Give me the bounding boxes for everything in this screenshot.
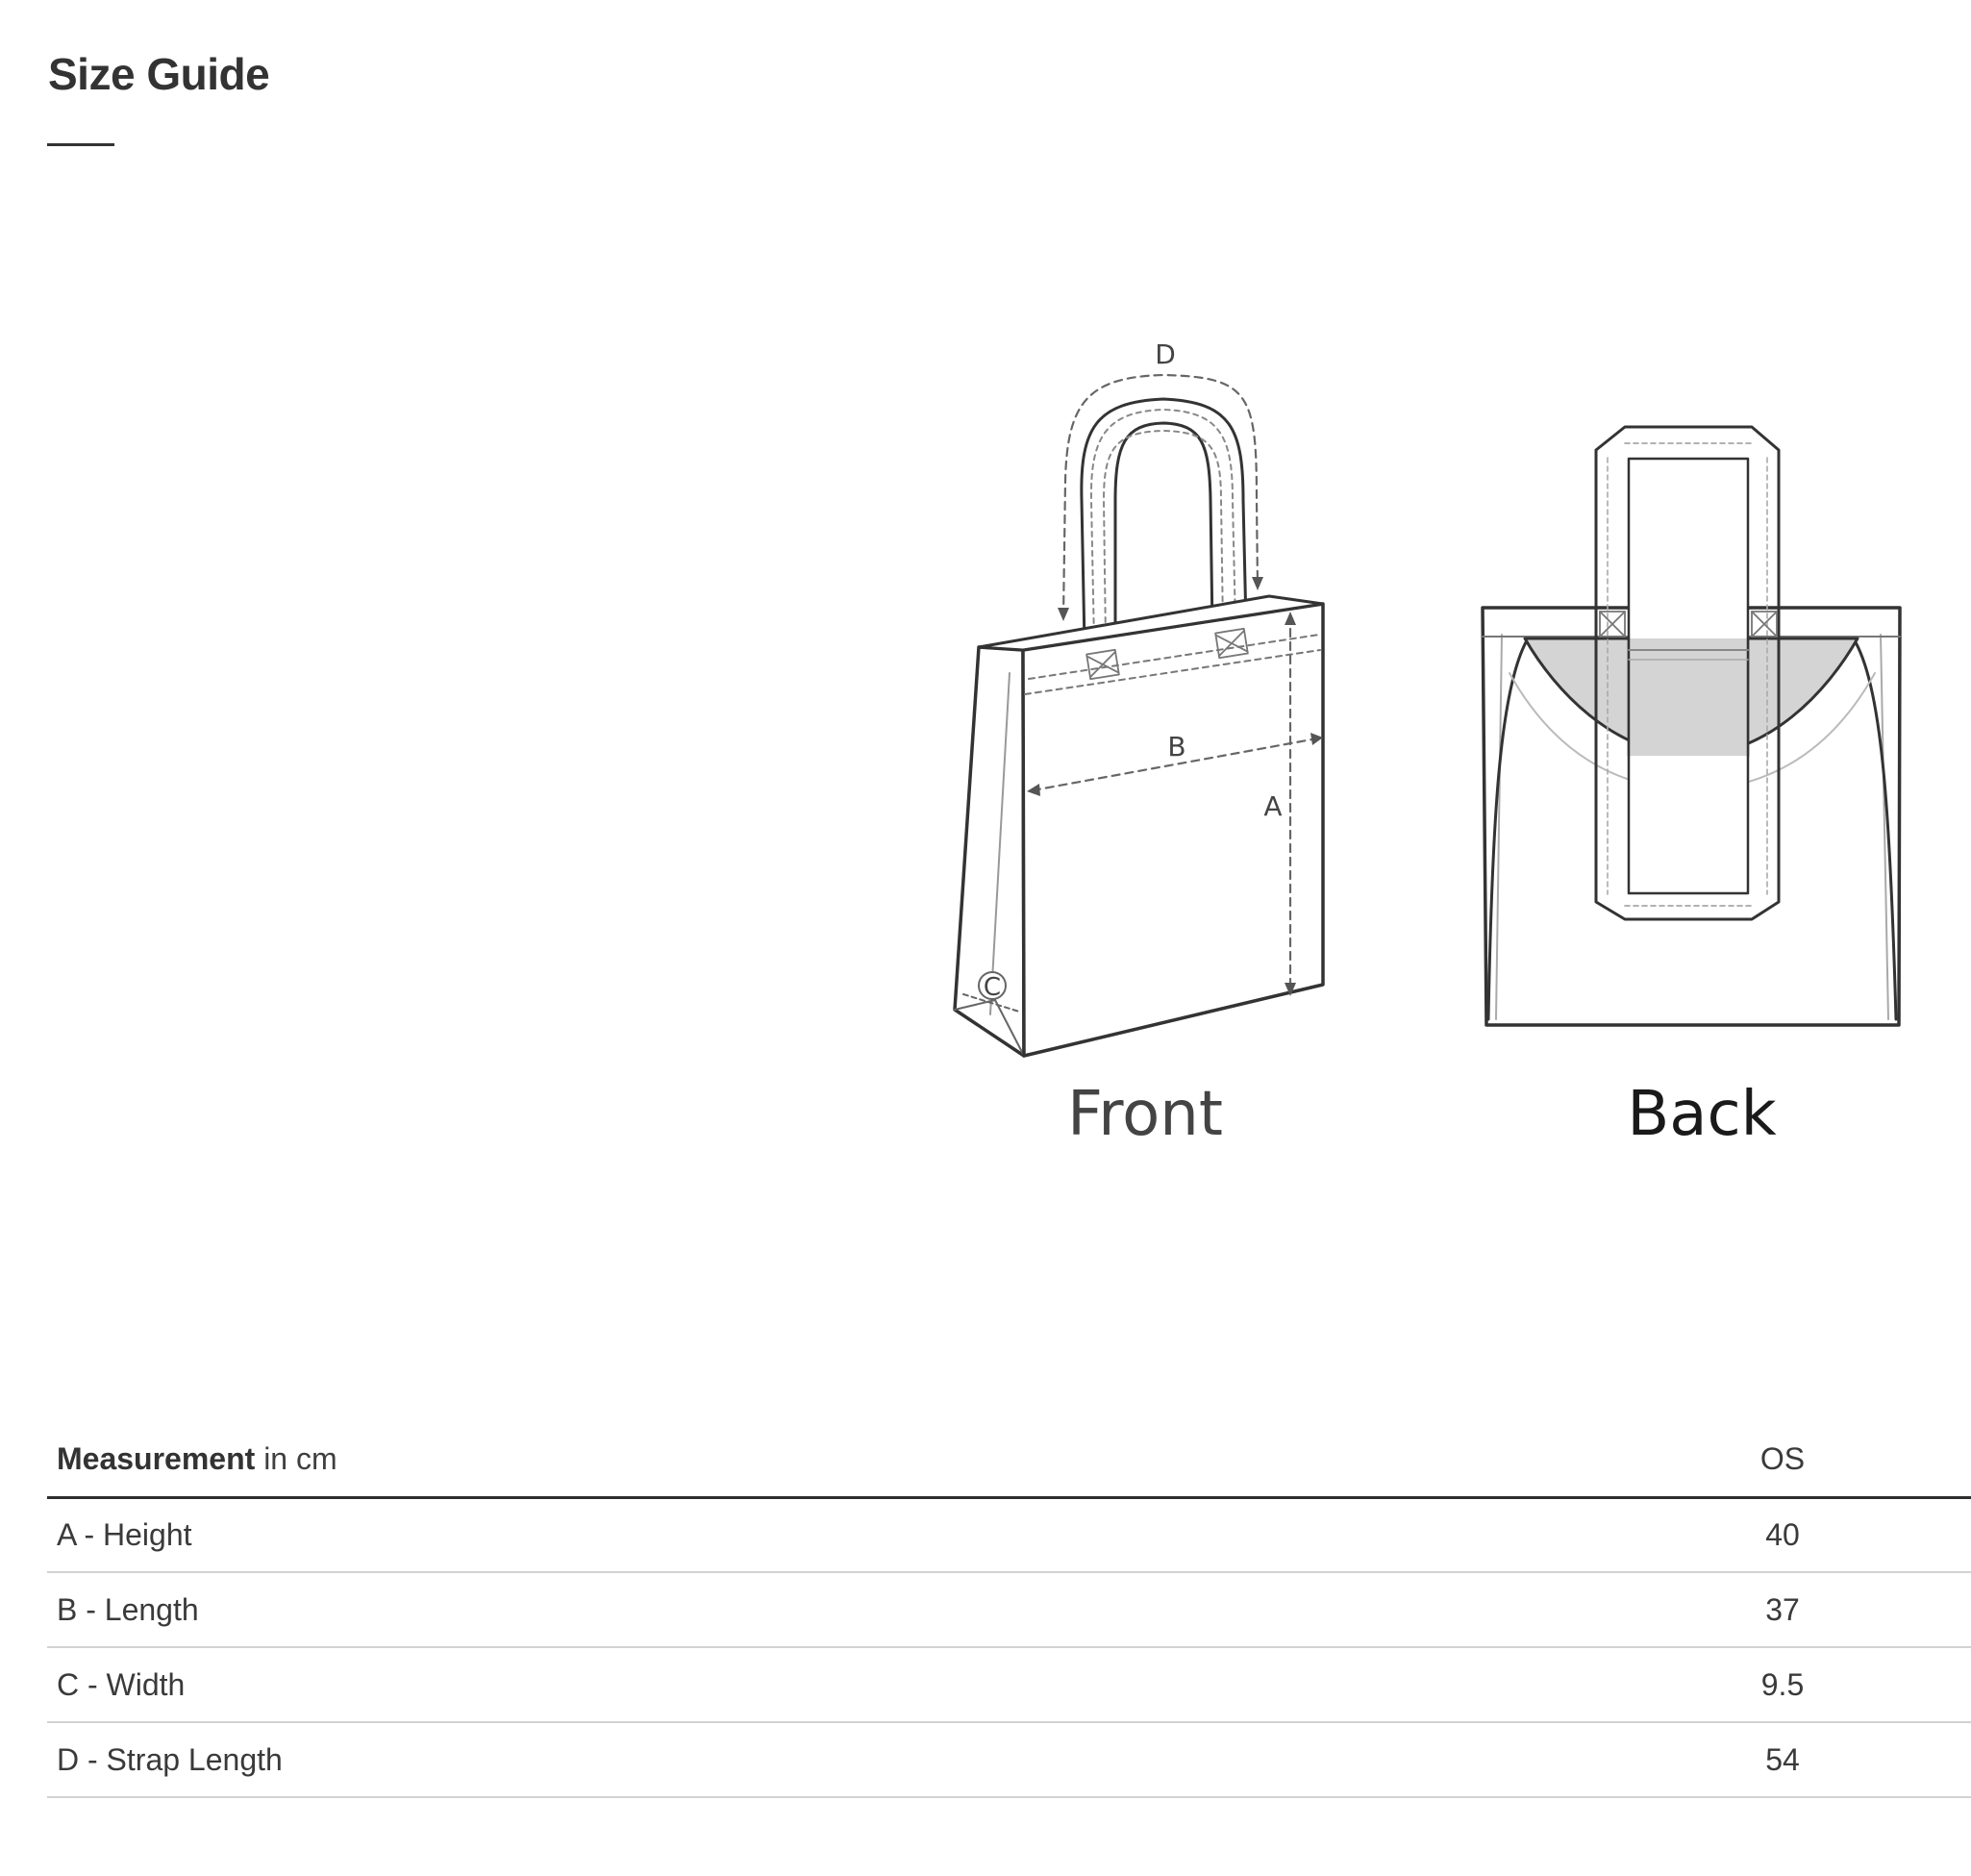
- row-value-cell: [1744, 1722, 1971, 1797]
- table-row: [47, 1497, 1971, 1572]
- front-bag-illustration: [955, 375, 1323, 1056]
- size-column-label: OS: [1759, 1441, 1806, 1477]
- row-value-cell: [1744, 1647, 1971, 1722]
- size-column-header: [1744, 1423, 1971, 1497]
- dimension-b-label: B: [1167, 731, 1186, 763]
- row-value-cell: [1744, 1497, 1971, 1572]
- dimension-a-label: A: [1263, 790, 1283, 822]
- table-row: [47, 1572, 1971, 1647]
- back-strap-inner-overlay: [1629, 638, 1748, 756]
- row-label: C - Width: [47, 1647, 1744, 1722]
- row-value: 54: [1765, 1741, 1800, 1777]
- page-title: Size Guide: [48, 49, 270, 99]
- front-view-label: Front: [1067, 1079, 1223, 1150]
- row-label: B - Length: [47, 1572, 1744, 1647]
- row-label: A - Height: [47, 1497, 1744, 1572]
- back-view-label: Back: [1627, 1079, 1777, 1150]
- row-label: D - Strap Length: [47, 1722, 1744, 1797]
- back-bag-illustration: [1483, 427, 1900, 1025]
- row-value: 37: [1765, 1591, 1800, 1627]
- row-value: 40: [1765, 1516, 1800, 1552]
- size-table: [47, 1423, 1971, 1798]
- table-row: [47, 1647, 1971, 1722]
- row-value-cell: [1744, 1572, 1971, 1647]
- dimension-d-arrow-right: [1252, 577, 1263, 590]
- table-row: [47, 1722, 1971, 1797]
- dimension-d-label: D: [1155, 338, 1176, 370]
- dimension-d-arrow-left: [1058, 608, 1069, 621]
- measurement-unit-label: in cm: [255, 1441, 337, 1477]
- dimension-c-label: C: [983, 973, 1002, 1002]
- measurement-column-header: [47, 1423, 1744, 1497]
- row-value: 9.5: [1760, 1666, 1805, 1702]
- measurement-header-label: Measurement: [57, 1441, 256, 1477]
- size-table-header-row: [47, 1423, 1971, 1497]
